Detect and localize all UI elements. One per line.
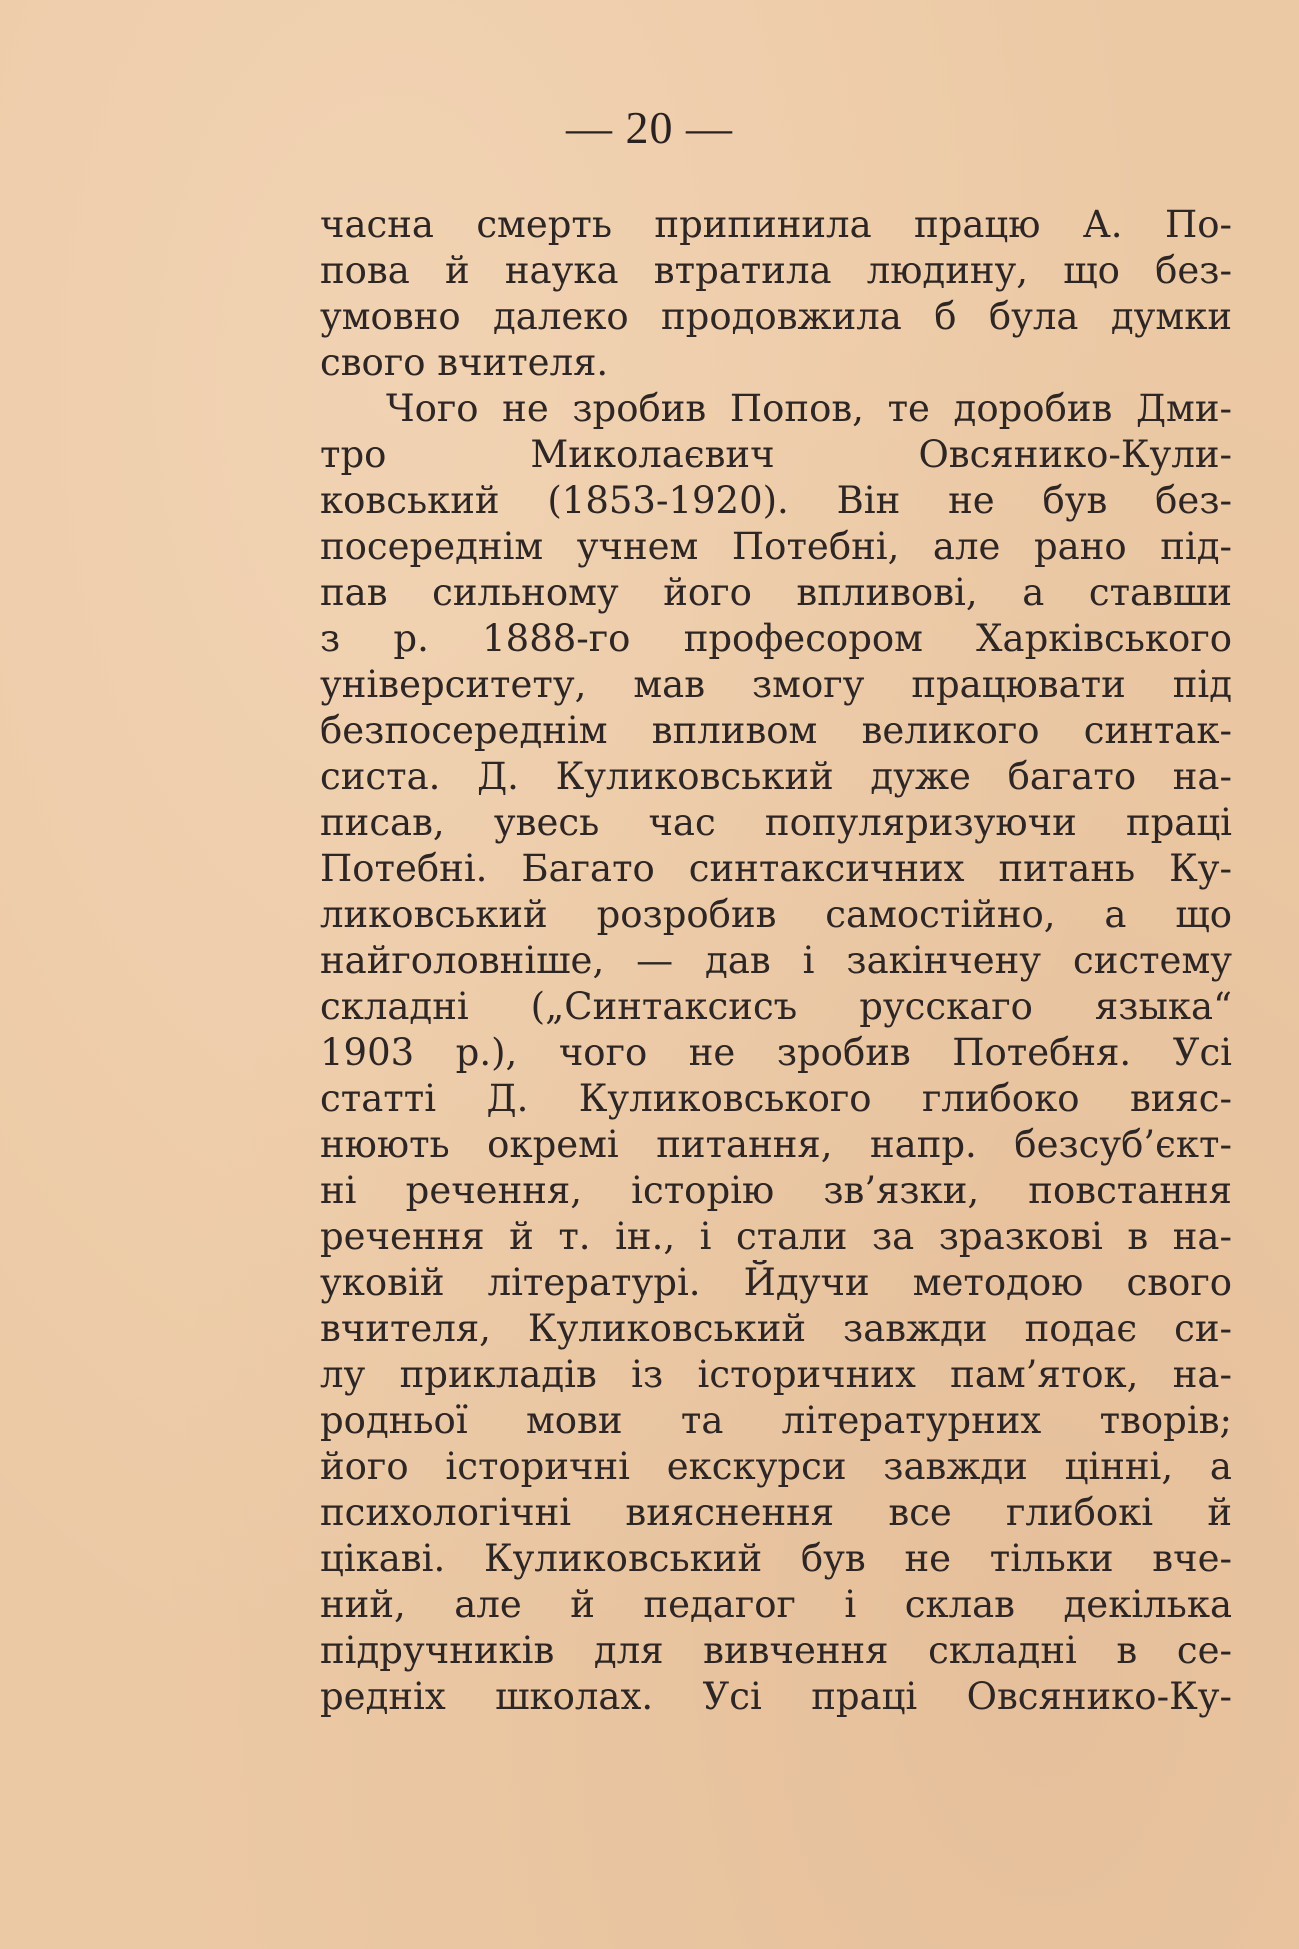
text-line: редніх школах. Усі праці Овсянико-Ку- [320,1675,1232,1718]
paragraph-2 [320,386,1232,1720]
text-line: писав, увесь час популяризуючи праці [320,801,1232,844]
text-line: з р. 1888-го професором Харківського [320,617,1232,660]
text-line: безпосереднім впливом великого синтак- [320,709,1232,752]
text-line: умовно далеко продовжила б була думки [320,295,1232,338]
page-number: — 20 — [566,102,733,153]
text-line: Чого не зробив Попов, те доробив Дми- [386,387,1232,430]
text-line: ликовський розробив самостійно, а що [320,893,1232,936]
text-line: тро Миколаєвич Овсянико-Кули- [320,433,1232,476]
text-line: психологічні вияснення все глибокі й [320,1491,1232,1534]
text-line: 1903 р.), чого не зробив Потебня. Усі [320,1031,1232,1074]
text-line: складні („Синтаксисъ русскаго языка“ [320,985,1232,1028]
text-line: речення й т. ін., і стали за зразкові в на- [320,1215,1232,1258]
text-line: пав сильному його впливові, а ставши [320,571,1232,614]
text-line: родньої мови та літературних творів; [320,1399,1232,1442]
text-line: систа. Д. Куликовський дуже багато на- [320,755,1232,798]
text-line: посереднім учнем Потебні, але рано під- [320,525,1232,568]
text-line: вчителя, Куликовський завжди подає си- [320,1307,1232,1350]
text-line: найголовніше, — дав і закінчену систему [320,939,1232,982]
text-line: Потебні. Багато синтаксичних питань Ку- [320,847,1232,890]
text-line: нюють окремі питання, напр. безсуб’єкт- [320,1123,1232,1166]
text-line: пова й наука втратила людину, що без- [320,249,1232,292]
text-line: університету, мав змогу працювати під [320,663,1232,706]
text-line: статті Д. Куликовського глибоко вияс- [320,1077,1232,1120]
text-line: цікаві. Куликовський був не тільки вче- [320,1537,1232,1580]
text-line: ні речення, історію зв’язки, повстання [320,1169,1232,1212]
text-line: ковський (1853-1920). Він не був без- [320,479,1232,522]
text-line: уковій літературі. Йдучи методою свого [320,1261,1232,1304]
text-line: ний, але й педагог і склав декілька [320,1583,1232,1626]
body-text [320,202,1232,1720]
text-line: свого вчителя. [320,341,609,384]
paragraph-1 [320,202,1232,386]
text-line: підручників для вивчення складні в се- [320,1629,1232,1672]
text-line: лу прикладів із історичних пам’яток, на- [320,1353,1232,1396]
text-line: часна смерть припинила працю А. По- [320,203,1232,246]
text-line: його історичні екскурси завжди цінні, а [320,1445,1232,1488]
